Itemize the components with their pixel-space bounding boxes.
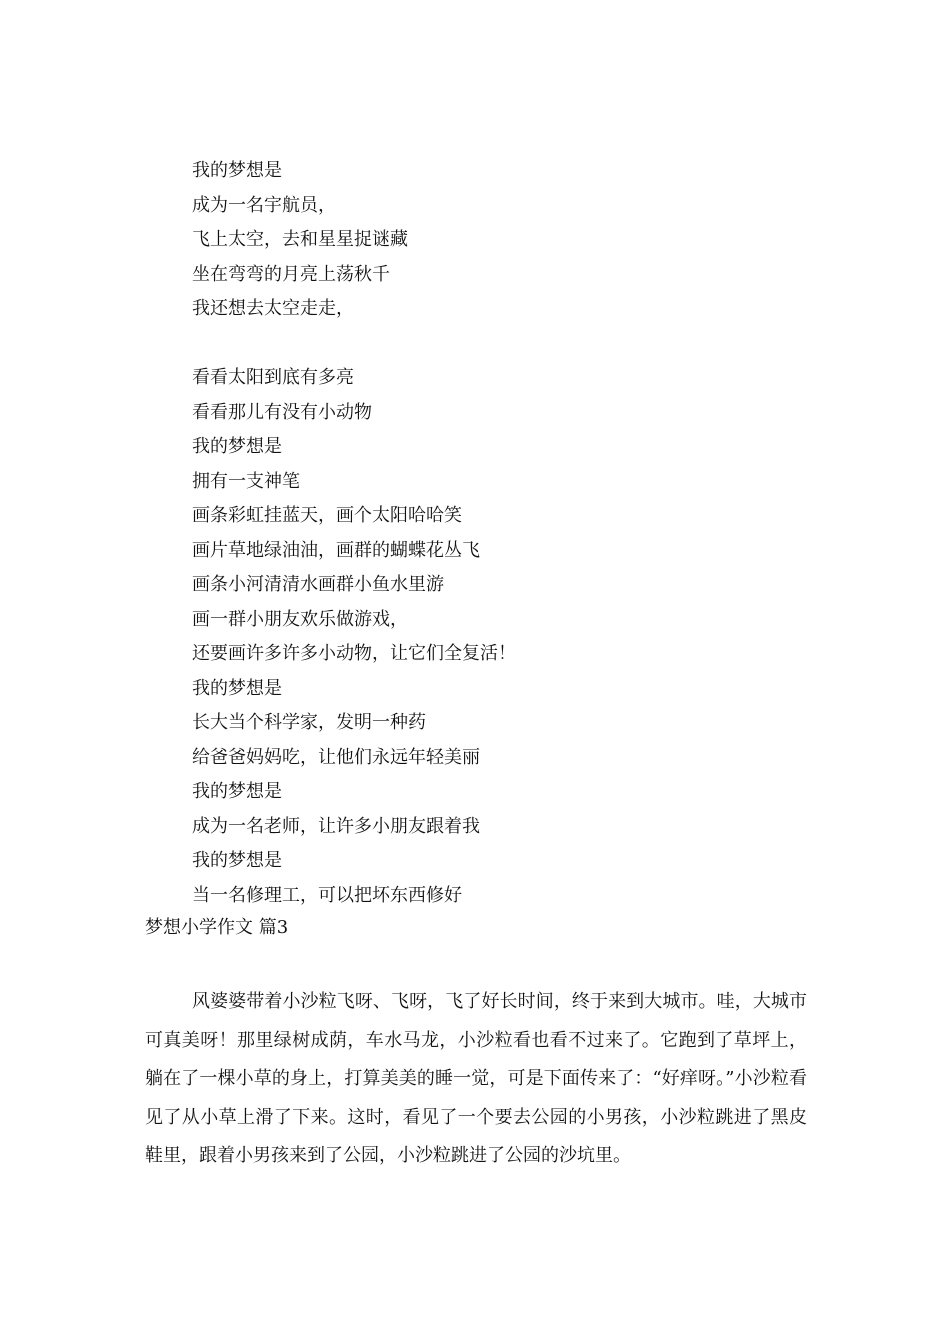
essay-paragraph: 风婆婆带着小沙粒飞呀、飞呀，飞了好长时间，终于来到大城市。哇，大城市可真美呀！那里绿树成荫，车水马龙，小沙粒看也看不过来了。它跑到了草坪上，躺在了一棵小草的身上，打算美美的睡一觉，可是下面传来了：“好痒呀。”小沙粒看见了从小草上滑了下来。这时，看见了一个要去公园的小男孩，小沙粒跳进了黑皮鞋里，跟着小男孩来到了公园，小沙粒跳进了公园的沙坑里。 (145, 991, 807, 1166)
poem-line: 长大当个科学家，发明一种药 (192, 712, 426, 733)
poem-line: 看看太阳到底有多亮 (192, 367, 354, 388)
poem-line: 拥有一支神笔 (192, 470, 300, 492)
poem-line: 画条小河清清水画群小鱼水里游 (192, 574, 444, 595)
poem-line: 我的梦想是 (192, 677, 282, 699)
poem-line: 我的梦想是 (192, 160, 282, 181)
poem-line: 当一名修理工，可以把坏东西修好 (192, 884, 462, 906)
poem-line: 坐在弯弯的月亮上荡秋千 (192, 263, 390, 285)
poem-line: 我还想去太空走走， (192, 298, 354, 319)
poem-line: 还要画许多许多小动物，让它们全复活！ (192, 643, 516, 664)
poem-line: 我的梦想是 (192, 436, 282, 457)
poem-line: 画一群小朋友欢乐做游戏， (192, 608, 408, 630)
poem-line: 我的梦想是 (192, 850, 282, 871)
poem-line: 成为一名宇航员， (192, 194, 336, 216)
poem-line: 成为一名老师，让许多小朋友跟着我 (192, 815, 480, 837)
poem (192, 157, 832, 916)
section-heading: 梦想小学作文 篇3 (145, 917, 289, 938)
poem-line: 画片草地绿油油，画群的蝴蝶花丛飞 (192, 539, 480, 561)
poem-line: 飞上太空，去和星星捉谜藏 (192, 229, 408, 250)
poem-line: 看看那儿有没有小动物 (192, 401, 372, 423)
poem-line: 我的梦想是 (192, 781, 282, 802)
poem-line: 给爸爸妈妈吃，让他们永远年轻美丽 (192, 746, 480, 768)
stanza-break (192, 330, 832, 365)
poem-line: 画条彩虹挂蓝天，画个太阳哈哈笑 (192, 505, 462, 526)
